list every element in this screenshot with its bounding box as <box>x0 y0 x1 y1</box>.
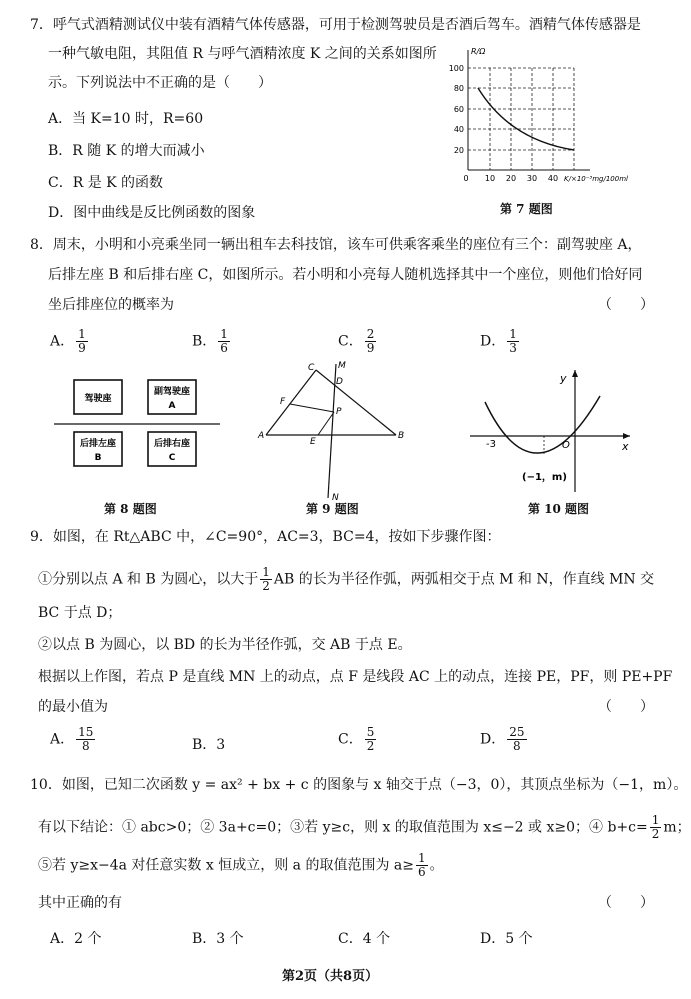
fraction <box>507 726 526 753</box>
q9-label-f: F <box>280 397 286 407</box>
fraction <box>507 328 519 355</box>
page-footer: 第2页（共8页） <box>282 969 379 984</box>
q8-seat-copilot: 副驾驶座 <box>153 387 191 397</box>
q8-option-a-label: A． <box>50 333 75 350</box>
q10-option-b: B．3 个 <box>192 931 244 947</box>
q9-line4: 根据以上作图，若点 P 是直线 MN 上的动点，点 F 是线段 AC 上的动点，连接 PE，PF，则 PE+PF <box>38 669 673 685</box>
q9-label-b: B <box>398 431 405 441</box>
q9-label-d: D <box>336 377 343 387</box>
q10-line3 <box>38 852 444 879</box>
q10-line4: 其中正确的有 <box>38 895 122 911</box>
q8-seat-figure <box>52 372 222 472</box>
q8-option-c-num: 2 <box>366 327 375 341</box>
q10-line2-num: 1 <box>651 813 660 827</box>
q8-option-a-den: 9 <box>78 341 86 355</box>
q10-line3-part-a: ⑤若 y≥x−4a 对任意实数 x 恒成立，则 a 的取值范围为 a≥ <box>38 857 414 874</box>
q10-label-origin: O <box>562 440 570 451</box>
q9-option-a <box>50 726 97 753</box>
q9-step2: ②以点 B 为圆心，以 BD 的长为半径作弧，交 AB 于点 E。 <box>38 637 412 653</box>
q7-option-c: C．R 是 K 的函数 <box>48 175 164 191</box>
q8-option-d-label: D． <box>480 333 506 350</box>
q8-seat-copilot-letter: A <box>168 401 176 411</box>
q10-line2 <box>38 814 691 841</box>
q9-option-d-num: 25 <box>509 725 525 739</box>
q8-line2: 后排左座 B 和后排右座 C，如图所示。若小明和小亮每人随机选择其中一个座位，则他们恰好同 <box>48 267 643 283</box>
q7-option-b: B．R 随 K 的增大而减小 <box>48 143 205 159</box>
q8-option-c-den: 9 <box>366 341 375 355</box>
q9-option-a-num: 15 <box>78 725 94 739</box>
q7-x-axis-label: K/×10⁻³mg/100ml <box>564 175 628 183</box>
q10-line3-den: 6 <box>418 865 426 879</box>
q10-label-vertex: (−1，m) <box>522 472 567 483</box>
q8-seat-driver: 驾驶座 <box>84 394 112 404</box>
q9-option-c-num: 5 <box>366 725 375 739</box>
q9-answer-paren: （ ） <box>598 699 654 715</box>
q7-line3: 示。下列说法中不正确的是（ ） <box>48 75 272 91</box>
q8-option-d-den: 3 <box>509 341 517 355</box>
q10-line2-part-a: 有以下结论：① abc>0；② 3a+c=0；③若 y≥c，则 x 的取值范围为 x≤−2 或 x≥0；④ b+c= <box>38 819 648 836</box>
q7-line2: 一种气敏电阻，其阻值 R 与呼气酒精浓度 K 之间的关系如图所 <box>48 46 437 62</box>
q10-caption: 第 10 题图 <box>528 502 590 516</box>
q9-label-m: M <box>338 361 346 371</box>
fraction <box>365 726 377 753</box>
q9-option-c <box>338 726 378 753</box>
q10-parabola-figure <box>460 362 635 497</box>
q9-option-d-label: D． <box>480 731 506 748</box>
q7-figure <box>440 40 640 190</box>
q8-seat-rear-right: 后排右座 <box>153 439 191 449</box>
q7-caption: 第 7 题图 <box>500 202 553 216</box>
q9-label-e: E <box>310 437 316 447</box>
q8-option-b-label: B． <box>192 333 217 350</box>
q10-label-neg3: -3 <box>486 439 496 450</box>
fraction <box>76 328 88 355</box>
q10-line2-part-b: m； <box>663 819 691 836</box>
q9-option-d-den: 8 <box>513 739 521 753</box>
q9-step1-den: 2 <box>262 579 270 593</box>
q10-label-x: x <box>622 440 629 453</box>
q9-geometry-figure <box>256 358 416 503</box>
q9-line1: 9．如图，在 Rt△ABC 中，∠C=90°，AC=3，BC=4，按如下步骤作图： <box>30 529 501 545</box>
q8-option-c <box>338 328 378 355</box>
q9-option-c-label: C． <box>338 731 363 748</box>
q8-line3: 坐后排座位的概率为 <box>48 297 174 313</box>
fraction <box>76 726 95 753</box>
q9-option-b: B．3 <box>192 737 226 753</box>
q7-x-tick: 10 <box>484 174 496 183</box>
q8-option-b-den: 6 <box>220 341 228 355</box>
q8-seat-rear-right-letter: C <box>168 453 176 463</box>
q7-y-axis-label: R/Ω <box>471 47 486 56</box>
q8-option-a-num: 1 <box>78 327 86 341</box>
fraction <box>416 852 428 879</box>
q9-label-p: P <box>336 407 342 417</box>
fraction <box>650 814 662 841</box>
q9-option-c-den: 2 <box>366 739 375 753</box>
q7-y-tick: 100 <box>448 64 464 73</box>
q8-option-b-num: 1 <box>220 327 228 341</box>
q10-line2-den: 2 <box>651 827 660 841</box>
q8-seat-rear-left: 后排左座 <box>79 439 117 449</box>
q8-line1: 8．周末，小明和小亮乘坐同一辆出租车去科技馆，该车可供乘客乘坐的座位有三个：副驾驶座 A， <box>30 237 642 253</box>
q8-caption: 第 8 题图 <box>104 502 157 516</box>
q7-x-tick: 40 <box>547 174 559 183</box>
q10-line3-num: 1 <box>418 851 426 865</box>
q8-option-b <box>192 328 232 355</box>
q9-line5: 的最小值为 <box>38 699 108 715</box>
q9-label-c: C <box>308 363 315 373</box>
q9-step1 <box>38 566 654 593</box>
q7-y-tick: 80 <box>453 84 464 93</box>
q10-option-c: C．4 个 <box>338 931 391 947</box>
q9-label-a: A <box>258 431 265 441</box>
q9-label-n: N <box>332 493 339 503</box>
q7-option-a: A．当 K=10 时，R=60 <box>48 111 204 127</box>
q9-option-d <box>480 726 529 753</box>
q8-option-d <box>480 328 521 355</box>
q8-seat-rear-left-letter: B <box>94 453 102 463</box>
q9-step1-part-a: ①分别以点 A 和 B 为圆心，以大于 <box>38 571 259 588</box>
q10-label-y: y <box>560 372 567 385</box>
q9-step1-num: 1 <box>262 565 270 579</box>
q7-option-d: D．图中曲线是反比例函数的图象 <box>48 205 256 221</box>
q10-line3-part-b: 。 <box>429 857 444 874</box>
q8-option-c-label: C． <box>338 333 363 350</box>
q9-step1-part-b: AB 的长为半径作弧，两弧相交于点 M 和 N，作直线 MN 交 <box>273 571 655 588</box>
q9-caption: 第 9 题图 <box>306 502 359 516</box>
q7-x-tick: 0 <box>463 174 469 183</box>
q10-option-d: D．5 个 <box>480 931 533 947</box>
fraction <box>218 328 230 355</box>
q8-answer-paren: （ ） <box>598 297 654 313</box>
q7-x-tick: 30 <box>526 174 538 183</box>
q9-option-a-den: 8 <box>81 739 90 753</box>
q8-option-a <box>50 328 90 355</box>
q9-step1-cont: BC 于点 D； <box>38 605 122 621</box>
q10-line1: 10．如图，已知二次函数 y = ax² + bx + c 的图象与 x 轴交于点（−3，0），其顶点坐标为（−1，m）。 <box>30 777 688 793</box>
q7-y-tick: 40 <box>453 125 464 134</box>
q7-line1: 7．呼气式酒精测试仪中装有酒精气体传感器，可用于检测驾驶员是否酒后驾车。酒精气体传感器是 <box>30 17 641 33</box>
fraction <box>260 566 272 593</box>
q10-answer-paren: （ ） <box>598 895 654 911</box>
fraction <box>365 328 377 355</box>
q7-y-tick: 60 <box>453 105 464 114</box>
q10-option-a: A．2 个 <box>50 931 102 947</box>
q7-y-tick: 20 <box>453 146 464 155</box>
q9-option-a-label: A． <box>50 731 75 748</box>
q7-x-tick: 20 <box>505 174 517 183</box>
q8-option-d-num: 1 <box>509 327 517 341</box>
